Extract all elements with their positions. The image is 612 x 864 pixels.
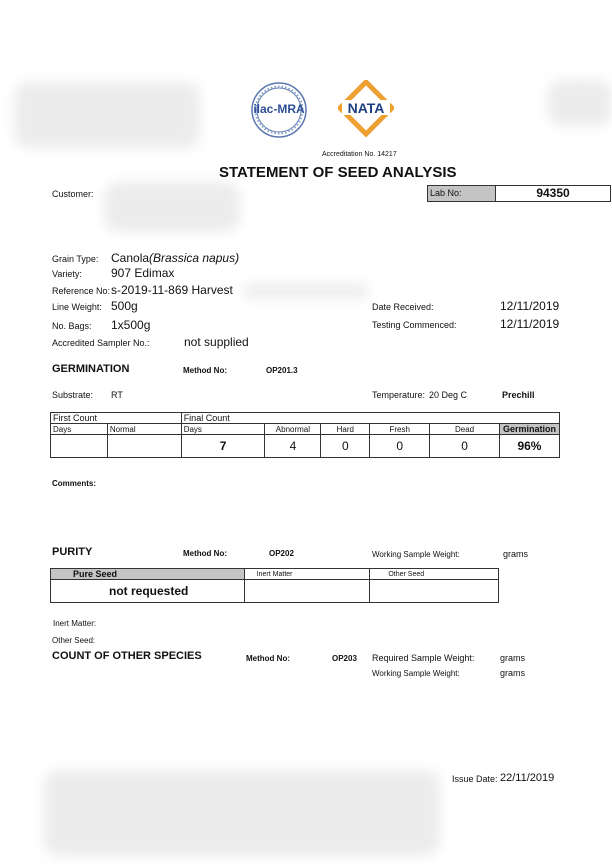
line-weight-label: Line Weight: [52,302,102,312]
testing-commenced-value: 12/11/2019 [500,317,560,331]
grain-type-value [111,251,239,265]
col-germination: Germination [499,424,559,435]
germination-method-value: OP201.3 [266,366,298,375]
lab-no-value: 94350 [495,185,611,202]
variety-value: 907 Edimax [111,266,175,280]
purity-result: not requested [51,580,245,603]
substrate-label: Substrate: [52,390,94,400]
purity-method-value: OP202 [269,549,294,558]
redacted-header-left [14,82,200,148]
col-hard: Hard [321,424,370,435]
required-weight-unit: grams [500,653,526,663]
val-dead: 0 [430,435,500,458]
reference-label: Reference No: [52,286,111,296]
redacted-header-right [548,80,612,126]
bags-value: 1x500g [111,318,151,332]
substrate-value: RT [111,390,123,400]
col-normal: Normal [107,424,181,435]
col-days-final: Days [181,424,265,435]
germination-table [50,412,560,458]
purity-values-row [51,580,499,603]
other-species-method-label: Method No: [246,654,290,663]
purity-working-weight-unit: grams [503,549,529,559]
ilac-mra-text: ilac-MRA [253,102,305,116]
col-dead: Dead [430,424,500,435]
germination-column-header [51,424,560,435]
val-abnormal: 4 [265,435,321,458]
reference-value: s-2019-11-869 Harvest [111,283,233,297]
issue-date-label: Issue Date: [452,774,498,784]
redacted-reference [244,284,368,298]
grain-type-label: Grain Type: [52,254,99,264]
first-count-header: First Count [51,413,182,424]
purity-working-weight-label: Working Sample Weight: [372,550,460,559]
val-normal [107,435,181,458]
purity-heading: PURITY [52,546,93,558]
germination-count-header [51,413,560,424]
variety-label: Variety: [52,269,82,279]
line-weight-value: 500g [111,299,138,313]
issue-date-value: 22/11/2019 [500,772,555,784]
col-days-first: Days [51,424,108,435]
val-days-first [51,435,108,458]
purity-table [50,568,499,603]
customer-label: Customer: [52,189,94,199]
grain-type-species: (Brassica napus) [149,251,240,265]
grain-type-name: Canola [111,251,150,265]
sampler-label: Accredited Sampler No.: [52,338,150,348]
comments-label: Comments: [52,479,97,488]
germination-method-label: Method No: [183,366,227,375]
col-pure-seed: Pure Seed [51,569,245,580]
sampler-value: not supplied [184,335,249,349]
other-species-working-unit: grams [500,668,526,678]
val-fresh: 0 [370,435,430,458]
purity-method-label: Method No: [183,549,227,558]
final-count-header: Final Count [181,413,559,424]
redacted-customer [104,182,240,232]
germination-values-row [51,435,560,458]
val-days-final: 7 [181,435,265,458]
lab-no-label: Lab No: [427,185,496,202]
page-title: STATEMENT OF SEED ANALYSIS [219,164,457,181]
ilac-mra-logo [246,80,312,140]
accreditation-number: Accreditation No. 14217 [322,151,397,158]
col-fresh: Fresh [370,424,430,435]
col-other-seed: Other Seed [370,569,499,580]
col-inert-matter: Inert Matter [244,569,370,580]
redacted-footer [44,770,440,856]
other-species-working-label: Working Sample Weight: [372,669,460,678]
prechill-label: Prechill [502,390,535,400]
purity-other-value [370,580,499,603]
testing-commenced-label: Testing Commenced: [372,320,457,330]
purity-header-row [51,569,499,580]
val-hard: 0 [321,435,370,458]
nata-logo [338,80,394,138]
required-weight-label: Required Sample Weight: [372,653,475,663]
bags-label: No. Bags: [52,321,92,331]
purity-inert-value [244,580,370,603]
inert-matter-label: Inert Matter: [53,619,97,628]
date-received-value: 12/11/2019 [500,299,560,313]
other-seed-label: Other Seed: [52,636,96,645]
other-species-method-value: OP203 [332,654,357,663]
col-abnormal: Abnormal [265,424,321,435]
date-received-label: Date Received: [372,302,434,312]
val-germination: 96% [499,435,559,458]
temperature-label: Temperature: [372,390,426,400]
temperature-value: 20 Deg C [429,390,468,400]
nata-text: NATA [347,100,385,116]
other-species-heading: COUNT OF OTHER SPECIES [52,650,202,662]
germination-heading: GERMINATION [52,363,130,375]
